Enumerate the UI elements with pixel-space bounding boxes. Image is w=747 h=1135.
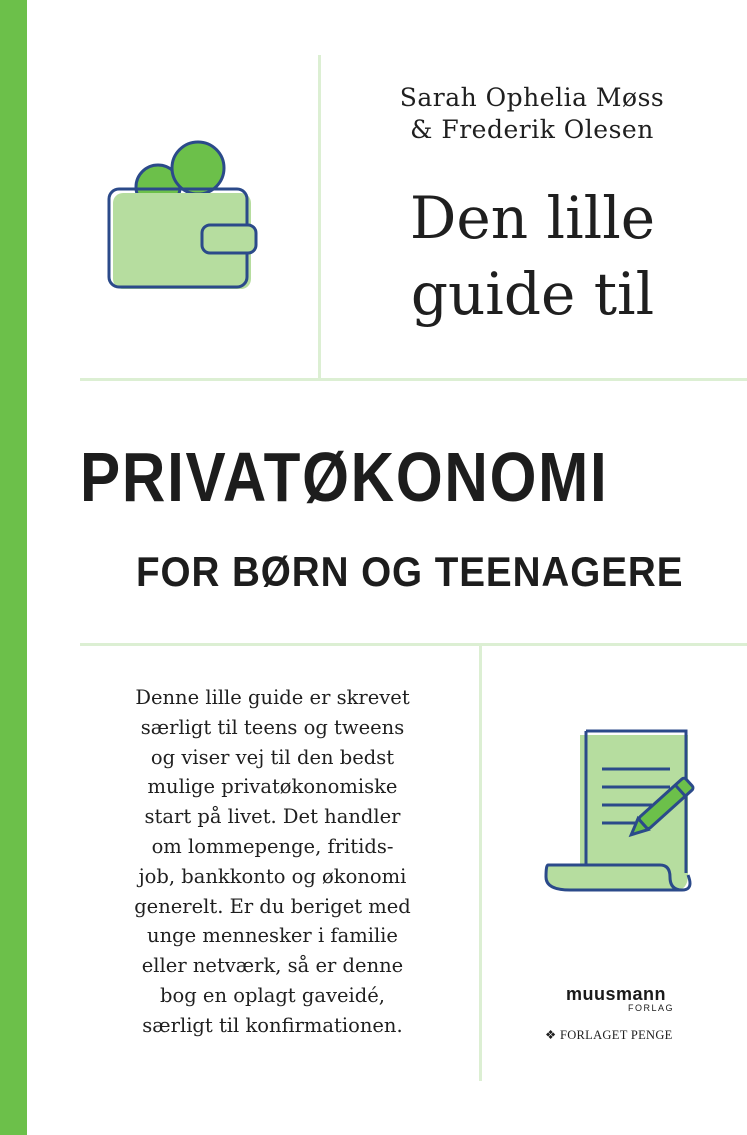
back-blurb	[95, 683, 450, 1041]
publisher-name: muusmann	[566, 984, 667, 1004]
imprint-name: FORLAGET PENGE	[559, 1028, 673, 1042]
vertical-rule-bottom	[479, 646, 482, 1081]
blurb-line: særligt til konfirmationen.	[142, 1013, 403, 1037]
blurb-line: generelt. Er du beriget med	[134, 894, 411, 918]
blurb-line: mulige privatøkonomiske	[147, 775, 398, 799]
title-lead	[360, 180, 705, 332]
horizontal-rule-top	[80, 378, 747, 381]
author-line-2: & Frederik Olesen	[410, 115, 654, 144]
blurb-line: eller netværk, så er denne	[141, 954, 404, 978]
publisher-logo	[566, 985, 681, 1013]
blurb-line: om lommepenge, fritids-	[151, 834, 394, 858]
blurb-line: og viser vej til den bedst	[150, 745, 395, 769]
horizontal-rule-middle	[80, 643, 747, 646]
main-title: PRIVATØKONOMI	[80, 438, 609, 516]
imprint-symbol-icon: ❖	[545, 1028, 557, 1042]
blurb-line: job, bankkonto og økonomi	[138, 864, 407, 888]
subtitle: FOR BØRN OG TEENAGERE	[136, 548, 684, 595]
vertical-rule-top	[318, 55, 321, 378]
author-line-1: Sarah Ophelia Møss	[399, 83, 665, 112]
title-line-1: Den lille	[409, 184, 656, 252]
blurb-line: unge mennesker i familie	[147, 924, 398, 948]
author-names	[372, 82, 692, 146]
publisher-sub: FORLAG	[628, 1003, 675, 1013]
wallet-coins-icon	[100, 135, 265, 295]
spine-bar	[0, 0, 27, 1135]
imprint-label	[545, 1027, 725, 1043]
blurb-line: bog en oplagt gaveidé,	[160, 983, 385, 1007]
document-pen-icon	[540, 725, 720, 900]
blurb-line: start på livet. Det handler	[144, 805, 401, 829]
blurb-line: Denne lille guide er skrevet	[135, 686, 410, 709]
title-line-2: guide til	[410, 260, 655, 328]
blurb-line: særligt til teens og tweens	[140, 715, 405, 739]
